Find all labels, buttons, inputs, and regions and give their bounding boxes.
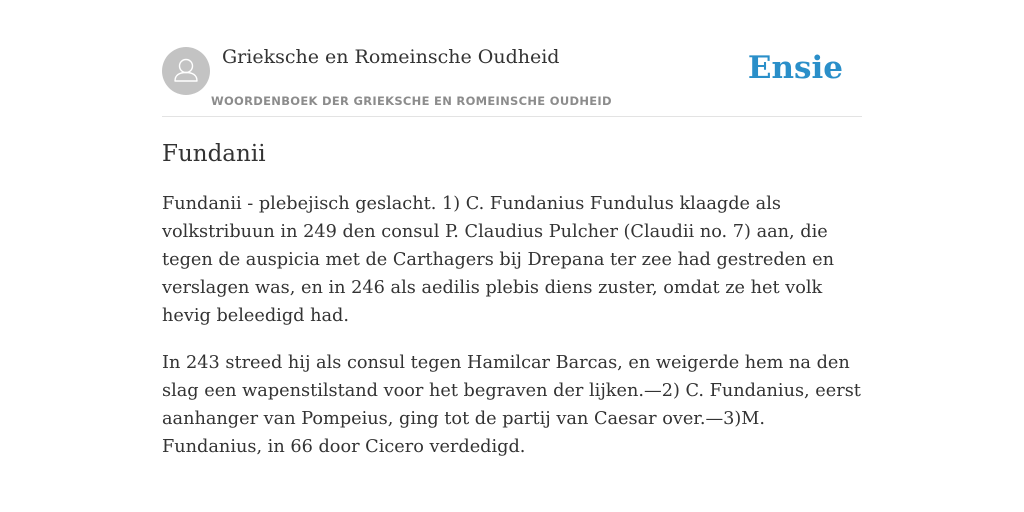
header [162,45,862,117]
ensie-logo[interactable]: Ensie [747,50,843,86]
avatar[interactable] [162,47,210,95]
source-title[interactable]: Grieksche en Romeinsche Oudheid [222,46,560,68]
entry-paragraph: Fundanii - plebejisch geslacht. 1) C. Fundanius Fundulus klaagde als volkstribuun in 249 den consul P. Claudius Pulcher (Claudii no. 7) aan, die tegen de auspicia met de Carthagers bij Drepana ter zee had gestreden en verslagen was, en in 246 als aedilis plebis diens zuster, omdat ze het volk hevig beleedigd had. [162,194,835,326]
user-icon [162,47,210,95]
entry-text [162,190,862,461]
entry-paragraph: In 243 streed hij als consul tegen Hamilcar Barcas, en weigerde hem na den slag een wapenstilstand voor het begraven der lijken.—2) C. Fundanius, eerst aanhanger van Pompeius, ging tot de partij van Caesar over.—3)M. Fundanius, in 66 door Cicero verdedigd. [162,353,861,457]
entry-title: Fundanii [162,141,266,167]
article [162,138,862,480]
source-subtitle[interactable]: WOORDENBOEK DER GRIEKSCHE EN ROMEINSCHE OUDHEID [211,94,612,108]
